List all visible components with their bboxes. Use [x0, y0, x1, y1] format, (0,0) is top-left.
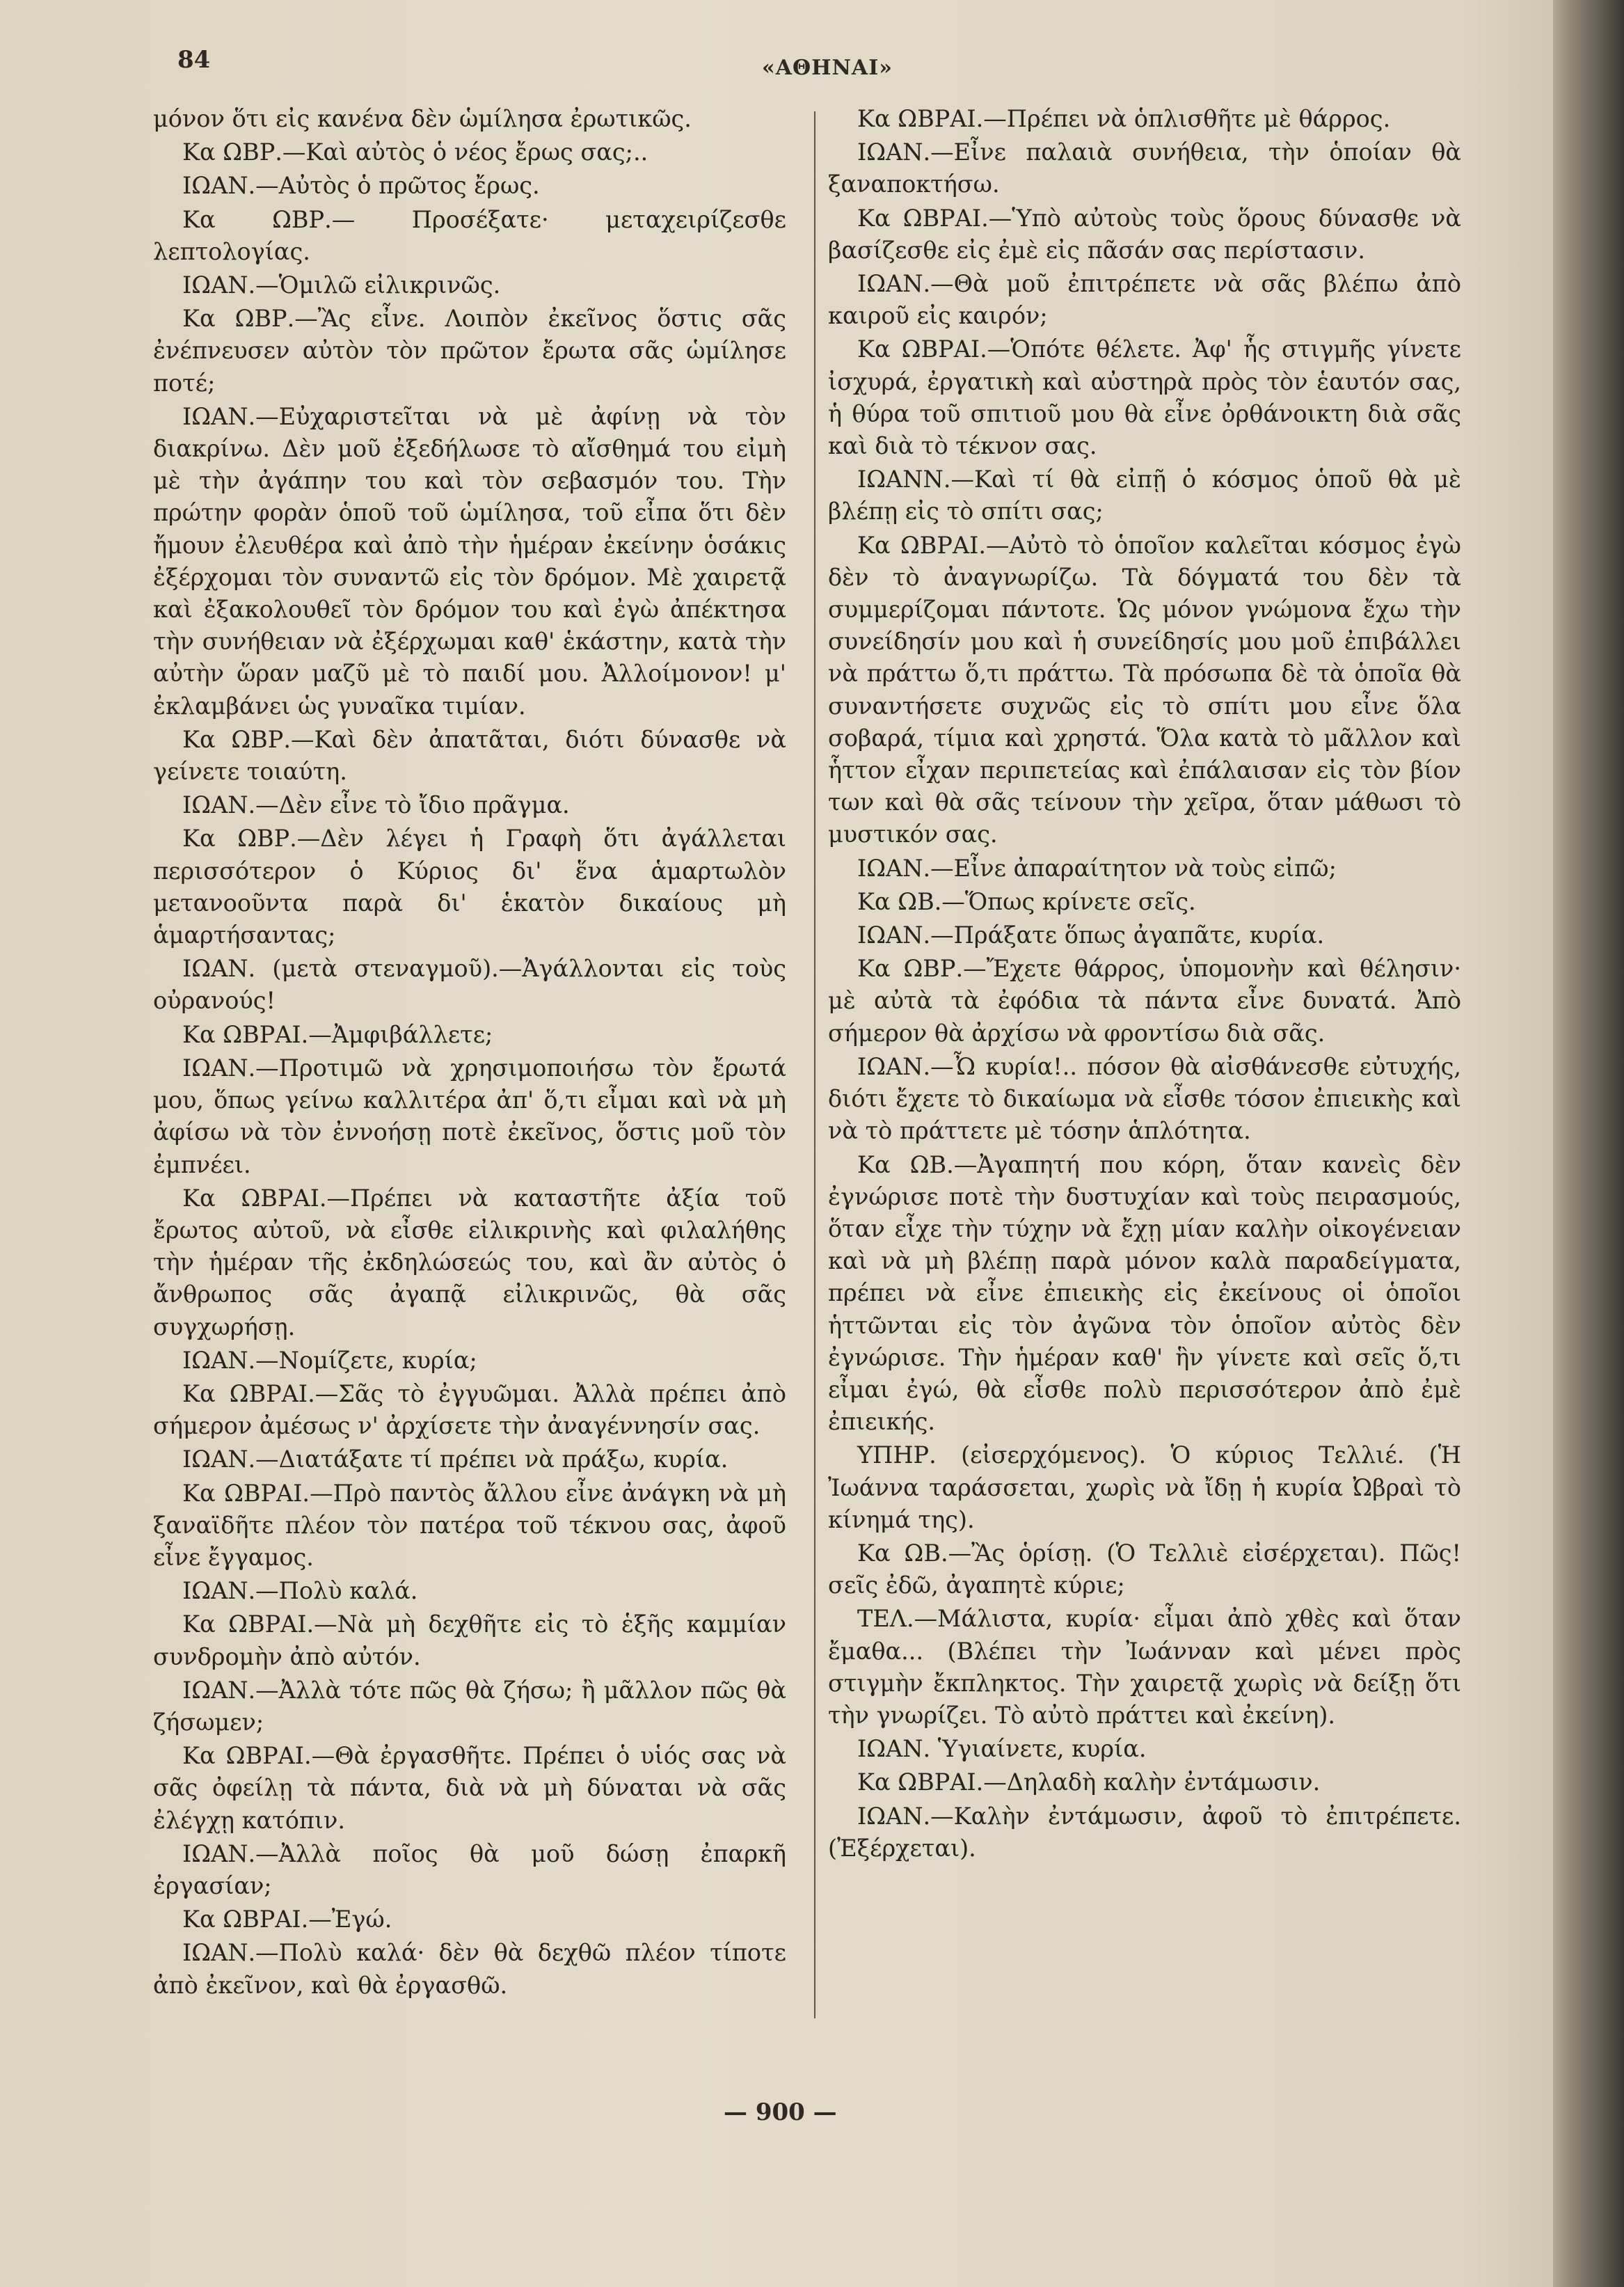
book-binding-edge: [1553, 0, 1624, 2287]
running-head: «ΑΘΗΝΑΙ»: [762, 56, 893, 80]
dialogue-line: Κα ΩΒΡΑΙ.—Αὐτὸ τὸ ὁποῖον καλεῖται κόσμος ἐγὼ δὲν τὸ ἀναγνωρίζω. Τὰ δόγματά του δὲν τὰ συμμερίζομαι πάντοτε. Ὡς μόνον γνώμονα ἔχω τὴν συνείδησίν μου καὶ ἡ συνείδησίς μου μοῦ ἐπιβάλλει νὰ πράττω ὅ,τι πράττω. Τὰ πρόσωπα δὲ τὰ ὁποῖα θὰ συναντήσετε συχνῶς εἰς τὸ σπίτι μου εἶνε ὅλα σοβαρά, τίμια καὶ χρηστά. Ὅλα κατὰ τὸ μᾶλλον καὶ ἧττον εἶχαν περιπετείας καὶ ἐπάλαισαν εἰς τὸν βίον των καὶ θὰ σᾶς τείνουν τὴν χεῖρα, ὅταν μάθωσι τὸ μυστικόν σας.: [828, 531, 1461, 848]
dialogue-line: Κα ΩΒΡΑΙ.—Ὑπὸ αὐτοὺς τοὺς ὅρους δύνασθε νὰ βασίζεσθε εἰς ἐμὲ εἰς πᾶσάν σας περίστασιν.: [828, 204, 1461, 264]
dialogue-line: Κα ΩΒΡΑΙ.—Σᾶς τὸ ἐγγυῶμαι. Ἀλλὰ πρέπει ἀπὸ σήμερον ἀμέσως ν' ἀρχίσετε τὴν ἀναγέννησίν σας.: [153, 1379, 786, 1440]
dialogue-line: ΙΩΑΝ.—Ἀλλὰ τότε πῶς θὰ ζήσω; ἢ μᾶλλον πῶς θὰ ζήσωμεν;: [153, 1676, 786, 1736]
page-number: 84: [177, 46, 211, 74]
dialogue-line: ΙΩΑΝ.—Διατάξατε τί πρέπει νὰ πράξω, κυρία.: [182, 1446, 729, 1473]
dialogue-line: ΙΩΑΝ.—Εὐχαριστεῖται νὰ μὲ ἀφίνῃ νὰ τὸν διακρίνω. Δὲν μοῦ ἐξεδήλωσε τὸ αἴσθημά του εἰμὴ μὲ τὴν ἀγάπην του καὶ τὸν σεβασμόν του. Τὴν πρώτην φορὰν ὁποῦ τοῦ ὡμίλησα, τοῦ εἶπα ὅτι δὲν ἤμουν ἐλευθέρα καὶ ἀπὸ τὴν ἡμέραν ἐκείνην ὁσάκις ἐξέρχομαι τὸν συναντῶ εἰς τὸν δρόμον. Μὲ χαιρετᾷ καὶ ἐξακολουθεῖ τὸν δρόμον του καὶ ἐγὼ ἀπέκτησα τὴν συνήθειαν νὰ ἐξέρχωμαι καθ' ἑκάστην, κατὰ τὴν αὐτὴν ὥραν μαζῦ μὲ τὸ παιδί μου. Ἀλλοίμονον! μ' ἐκλαμβάνει ὡς γυναῖκα τιμίαν.: [153, 402, 786, 720]
dialogue-line: ΙΩΑΝ.—Ὦ κυρία!.. πόσον θὰ αἰσθάνεσθε εὐτυχής, διότι ἔχετε τὸ δικαίωμα νὰ εἶσθε τόσον ἐπιεικὴς καὶ νὰ τὸ πράττετε μὲ τόσην ἁπλότητα.: [828, 1052, 1461, 1145]
dialogue-line: Κα ΩΒΡΑΙ.—Πρὸ παντὸς ἄλλου εἶνε ἀνάγκη νὰ μὴ ξαναϊδῆτε πλέον τὸν πατέρα τοῦ τέκνου σας, ἀφοῦ εἶνε ἔγγαμος.: [153, 1479, 786, 1571]
dialogue-line: μόνον ὅτι εἰς κανένα δὲν ὡμίλησα ἐρωτικῶς.: [153, 105, 692, 132]
dialogue-line: Κα ΩΒΡΑΙ.—Ἀμφιβάλλετε;: [182, 1020, 493, 1048]
dialogue-line: Κα ΩΒΡΑΙ.—Πρέπει νὰ καταστῆτε ἀξία τοῦ ἔρωτος αὐτοῦ, νὰ εἶσθε εἰλικρινὴς καὶ φιλαλήθης τὴν ἡμέραν τῆς ἐκδηλώσεώς του, καὶ ἂν αὐτὸς ὁ ἄνθρωπος σᾶς ἀγαπᾷ εἰλικρινῶς, θὰ σᾶς συγχωρήσῃ.: [153, 1184, 786, 1340]
dialogue-line: ΙΩΑΝ.—Πολὺ καλά· δὲν θὰ δεχθῶ πλέον τίποτε ἀπὸ ἐκεῖνον, καὶ θὰ ἐργασθῶ.: [153, 1939, 786, 1999]
dialogue-line: ΙΩΑΝ.—Προτιμῶ νὰ χρησιμοποιήσω τὸν ἔρωτά μου, ὅπως γείνω καλλιτέρα ἀπ' ὅ,τι εἶμαι καὶ νὰ μὴ ἀφίσω νὰ τὸν ἐννοήσῃ ποτὲ ἐκεῖνος, ὅστις μοῦ τὸν ἐμπνέει.: [153, 1054, 786, 1178]
dialogue-line: Κα ΩΒΡ.—Ἔχετε θάρρος, ὑπομονὴν καὶ θέλησιν· μὲ αὐτὰ τὰ ἐφόδια τὰ πάντα εἶνε δυνατά. Ἀπὸ σήμερον θὰ ἀρχίσω νὰ φροντίσω διὰ σᾶς.: [828, 955, 1461, 1047]
dialogue-line: ΤΕΛ.—Μάλιστα, κυρία· εἶμαι ἀπὸ χθὲς καὶ ὅταν ἔμαθα... (Βλέπει τὴν Ἰωάνναν καὶ μένει πρὸς στιγμὴν ἔκπληκτος. Τὴν χαιρετᾷ χωρὶς νὰ δείξῃ ὅτι τὴν γνωρίζει. Τὸ αὐτὸ πράττει καὶ ἐκείνη).: [828, 1605, 1461, 1729]
dialogue-line: ΥΠΗΡ. (εἰσερχόμενος). Ὁ κύριος Τελλιέ. (Ἡ Ἰωάννα ταράσσεται, χωρὶς νὰ ἴδῃ ἡ κυρία Ὠβραὶ τὸ κίνημά της).: [828, 1441, 1461, 1533]
dialogue-line: Κα ΩΒ.—Ἀγαπητή που κόρη, ὅταν κανεὶς δὲν ἐγνώρισε ποτὲ τὴν δυστυχίαν καὶ τοὺς πειρασμούς, ὅταν εἶχε τὴν τύχην νὰ ἔχῃ μίαν καλὴν οἰκογένειαν καὶ νὰ μὴ βλέπῃ παρὰ μόνον καλὰ παραδείγματα, πρέπει νὰ εἶνε ἐπιεικὴς εἰς ἐκείνους οἱ ὁποῖοι ἡττῶνται εἰς τὸν ἀγῶνα τὸν ὁποῖον αὐτὸς δὲν ἐγνώρισε. Τὴν ἡμέραν καθ' ἣν γίνετε καὶ σεῖς ὅ,τι εἶμαι ἐγώ, θὰ εἶσθε πολὺ περισσότερον ἀπὸ ἐμὲ ἐπιεικής.: [828, 1150, 1461, 1436]
column-divider: [814, 111, 815, 2018]
dialogue-line: Κα ΩΒΡΑΙ.—Νὰ μὴ δεχθῆτε εἰς τὸ ἑξῆς καμμίαν συνδρομὴν ἀπὸ αὐτόν.: [153, 1611, 786, 1670]
left-column: [153, 103, 786, 2003]
dialogue-line: ΙΩΑΝ.—Αὐτὸς ὁ πρῶτος ἔρως.: [182, 172, 540, 200]
dialogue-line: ΙΩΑΝΝ.—Καὶ τί θὰ εἰπῇ ὁ κόσμος ὁποῦ θὰ μὲ βλέπῃ εἰς τὸ σπίτι σας;: [828, 466, 1461, 525]
dialogue-line: Κα ΩΒΡ.—Δὲν λέγει ἡ Γραφὴ ὅτι ἀγάλλεται περισσότερον ὁ Κύριος δι' ἕνα ἁμαρτωλὸν μετανοοῦντα παρὰ δι' ἑκατὸν δικαίους μὴ ἁμαρτήσαντας;: [153, 825, 786, 949]
dialogue-line: Κα ΩΒΡΑΙ.—Πρέπει νὰ ὁπλισθῆτε μὲ θάρρος.: [857, 105, 1391, 132]
dialogue-line: Κα ΩΒ.—Ἂς ὁρίσῃ. (Ὁ Τελλιὲ εἰσέρχεται). Πῶς! σεῖς ἐδῶ, ἀγαπητὲ κύριε;: [828, 1539, 1461, 1599]
dialogue-line: ΙΩΑΝ.—Θὰ μοῦ ἐπιτρέπετε νὰ σᾶς βλέπω ἀπὸ καιροῦ εἰς καιρόν;: [828, 270, 1461, 330]
dialogue-line: ΙΩΑΝ.—Εἶνε παλαιὰ συνήθεια, τὴν ὁποίαν θὰ ξαναποκτήσω.: [828, 139, 1461, 198]
dialogue-line: Κα ΩΒΡΑΙ.—Ὁπότε θέλετε. Ἀφ' ἧς στιγμῆς γίνετε ἰσχυρά, ἐργατικὴ καὶ αὐστηρὰ πρὸς τὸν ἑαυτόν σας, ἡ θύρα τοῦ σπιτιοῦ μου θὰ εἶνε ὀρθάνοικτη διὰ σᾶς καὶ διὰ τὸ τέκνον σας.: [828, 335, 1461, 460]
folio-number: — 900 —: [724, 2098, 837, 2126]
dialogue-line: Κα ΩΒΡ.—Καὶ δὲν ἀπατᾶται, διότι δύνασθε νὰ γείνετε τοιαύτη.: [153, 725, 786, 786]
dialogue-line: Κα ΩΒ.—Ὅπως κρίνετε σεῖς.: [857, 887, 1196, 915]
dialogue-line: ΙΩΑΝ. Ὑγιαίνετε, κυρία.: [857, 1735, 1147, 1763]
dialogue-line: ΙΩΑΝ.—Πράξατε ὅπως ἀγαπᾶτε, κυρία.: [857, 921, 1325, 949]
dialogue-line: Κα ΩΒΡ.—Ἂς εἶνε. Λοιπὸν ἐκεῖνος ὅστις σᾶς ἐνέπνευσεν αὐτὸν τὸν πρῶτον ἔρωτα σᾶς ὡμίλησε ποτέ;: [153, 305, 786, 397]
dialogue-line: Κα ΩΒΡ.— Προσέξατε· μεταχειρίζεσθε λεπτολογίας.: [153, 205, 786, 265]
dialogue-line: ΙΩΑΝ.—Εἶνε ἀπαραίτητον νὰ τοὺς εἰπῶ;: [857, 854, 1337, 882]
dialogue-line: ΙΩΑΝ.—Ὁμιλῶ εἰλικρινῶς.: [182, 271, 501, 299]
dialogue-line: Κα ΩΒΡ.—Καὶ αὐτὸς ὁ νέος ἔρως σας;..: [182, 139, 648, 166]
dialogue-line: ΙΩΑΝ.—Καλὴν ἐντάμωσιν, ἀφοῦ τὸ ἐπιτρέπετε. (Ἐξέρχεται).: [828, 1802, 1461, 1862]
dialogue-line: Κα ΩΒΡΑΙ.—Ἐγώ.: [182, 1906, 392, 1933]
dialogue-line: ΙΩΑΝ.—Δὲν εἶνε τὸ ἴδιο πρᾶγμα.: [182, 791, 570, 819]
dialogue-line: ΙΩΑΝ.—Ἀλλὰ ποῖος θὰ μοῦ δώσῃ ἐπαρκῆ ἐργασίαν;: [153, 1839, 786, 1899]
dialogue-line: Κα ΩΒΡΑΙ.—Θὰ ἐργασθῆτε. Πρέπει ὁ υἱός σας νὰ σᾶς ὀφείλῃ τὰ πάντα, διὰ νὰ μὴ δύναται νὰ σᾶς ἐλέγχῃ κατόπιν.: [153, 1742, 786, 1834]
dialogue-line: ΙΩΑΝ.—Νομίζετε, κυρία;: [182, 1346, 477, 1374]
dialogue-line: Κα ΩΒΡΑΙ.—Δηλαδὴ καλὴν ἐντάμωσιν.: [857, 1768, 1321, 1796]
right-column: [828, 103, 1461, 1866]
dialogue-line: ΙΩΑΝ. (μετὰ στεναγμοῦ).—Ἀγάλλονται εἰς τοὺς οὐρανούς!: [153, 955, 786, 1015]
dialogue-line: ΙΩΑΝ.—Πολὺ καλά.: [182, 1577, 418, 1605]
